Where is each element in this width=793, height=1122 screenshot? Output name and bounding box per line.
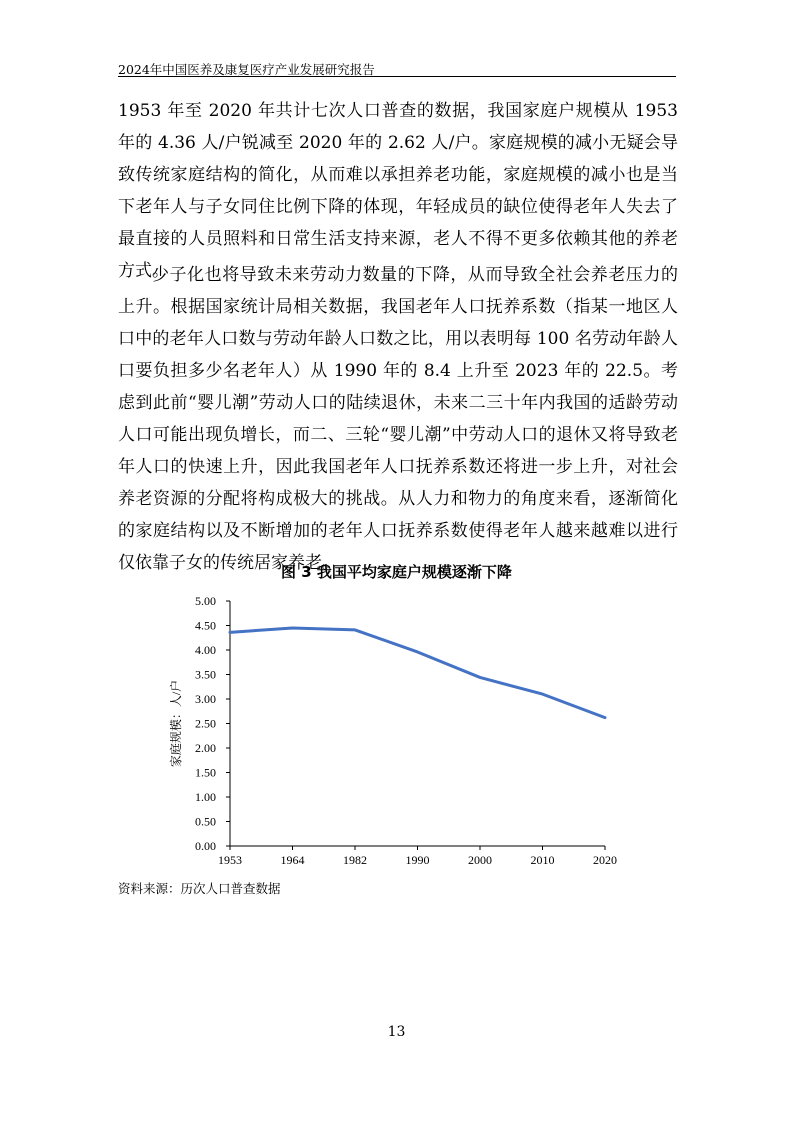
y-tick-label: 0.50 [195,814,216,829]
y-tick-label: 5.00 [195,594,216,608]
y-tick-label: 4.00 [195,643,216,657]
figure-title: 图 3 我国平均家庭户规模逐渐下降 [281,563,512,581]
figure-source: 资料来源：历次人口普查数据 [118,881,281,896]
y-tick-label: 0.00 [195,839,216,853]
x-tick-label: 2010 [530,853,555,867]
x-tick-label: 1953 [218,853,242,867]
running-header: 2024年中国医养及康复医疗产业发展研究报告 [118,62,375,77]
x-tick-label: 1982 [343,853,367,867]
y-tick-label: 3.00 [195,692,216,706]
x-tick-label: 2000 [468,853,492,867]
x-tick-label: 1964 [280,853,305,867]
body-paragraph-2: 少子化也将导致未来劳动力数量的下降，从而导致全社会养老压力的上升。根据国家统计局相关数据，我国老年人口抚养系数（指某一地区人口中的老年人口数与劳动年龄人口数之比，用以表明每 100 名劳动年龄人口要负担多少名老年人）从 1990 年的 8.4 上升至 2023 年的 22.5。考虑到此前“婴儿潮”劳动人口的陆续退休，未来二三十年内我国的适龄劳动人口可能出现负增长，而二、三轮“婴儿潮”中劳动人口的退休又将导致老年人口的快速上升，因此我国老年人口抚养系数还将进一步上升，对社会养老资源的分配将构成极大的挑战。从人力和物力的角度来看，逐渐简化的家庭结构以及不断增加的老年人口抚养系数使得老年人越来越难以进行仅依靠子女的传统居家养老。 [118,265,678,573]
y-tick-label: 2.50 [195,716,216,731]
x-tick-label: 1990 [405,853,430,867]
series-line [230,628,605,718]
y-tick-label: 4.50 [195,618,216,633]
y-tick-label: 2.00 [195,741,216,755]
body-paragraph-1: 1953 年至 2020 年共计七次人口普查的数据，我国家庭户规模从 1953 年的 4.36 人/户锐减至 2020 年的 2.62 人/户。家庭规模的减小无疑会导致传统家庭结构的简化，从而难以承担养老功能，家庭规模的减小也是当下老年人与子女同住比例下降的体现，年轻成员的缺位使得老年人失去了最直接的人员照料和日常生活支持来源，老人不得不更多依赖其他的养老方式。 [118,101,678,281]
header-divider [118,76,676,77]
y-axis-label: 家庭规模：人/户 [169,679,183,768]
y-tick-label: 1.50 [195,765,216,780]
page-number: 13 [387,1024,406,1040]
y-tick-label: 1.00 [195,790,216,804]
household-size-line-chart [160,590,630,875]
x-tick-label: 2020 [593,853,617,867]
y-tick-label: 3.50 [195,667,216,682]
